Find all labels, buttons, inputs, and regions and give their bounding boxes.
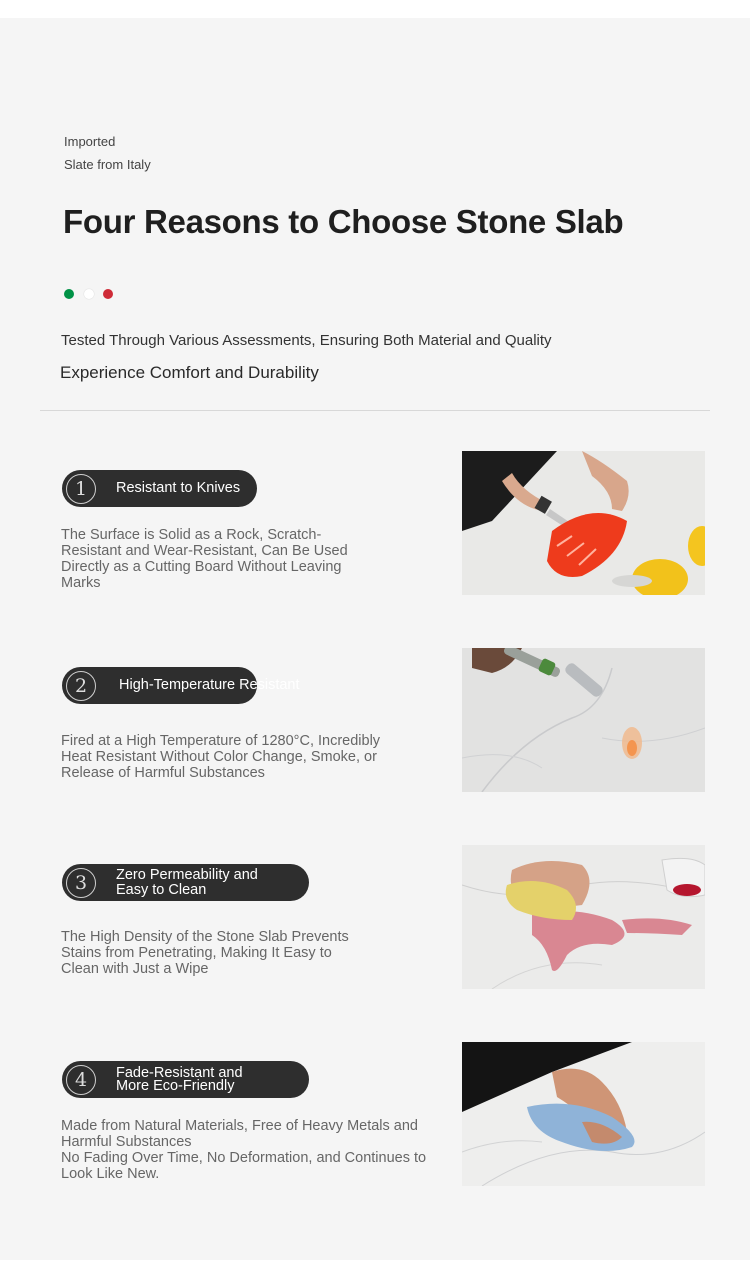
reason-description-4-line-1: Made from Natural Materials, Free of Heavy Metals and Harmful Substances — [61, 1118, 418, 1150]
subheading: Experience Comfort and Durability — [60, 363, 319, 382]
eyebrow-origin: Slate from Italy — [64, 157, 151, 172]
tagline: Tested Through Various Assessments, Ensuring Both Material and Quality — [61, 332, 552, 349]
flag-dot-white — [84, 289, 94, 299]
number-circle-4: 4 — [66, 1065, 96, 1095]
reason-description-4 — [61, 1118, 441, 1182]
reason-description-4-line-2: No Fading Over Time, No Deformation, and Continues to Look Like New. — [61, 1150, 427, 1182]
reason-title-2: High-Temperature Resistant — [119, 677, 300, 693]
reason-title-4: Fade-Resistant and More Eco-Friendly — [116, 1064, 243, 1094]
number-circle-2: 2 — [66, 671, 96, 701]
reason-badge-3 — [62, 864, 309, 901]
reason-badge-2 — [62, 667, 300, 704]
photo-blowtorch-flame — [462, 648, 705, 792]
number-circle-3: 3 — [66, 868, 96, 898]
photo-wiping-wine-spill — [462, 845, 705, 989]
number-circle-1: 1 — [66, 474, 96, 504]
flag-dot-green — [64, 289, 74, 299]
photo-knife-cutting-pepper — [462, 451, 705, 595]
reason-badge-1 — [62, 470, 257, 507]
reason-description-3: The High Density of the Stone Slab Prevents Stains from Penetrating, Making It Easy to Clean with Just a Wipe — [61, 929, 349, 977]
page-title: Four Reasons to Choose Stone Slab — [63, 203, 624, 240]
divider — [40, 410, 710, 411]
reason-badge-4 — [62, 1061, 309, 1098]
flag-dot-red — [103, 289, 113, 299]
photo-cloth-wiping-surface — [462, 1042, 705, 1186]
reason-description-2: Fired at a High Temperature of 1280°C, Incredibly Heat Resistant Without Color Change, Smoke, or Release of Harmful Substances — [61, 733, 381, 781]
reason-title-1: Resistant to Knives — [116, 480, 241, 496]
reason-title-3: Zero Permeability and Easy to Clean — [116, 866, 258, 898]
reason-description-1: The Surface is Solid as a Rock, Scratch-Resistant and Wear-Resistant, Can Be Used Directly as a Cutting Board Without Leaving Marks — [61, 527, 348, 591]
eyebrow-imported: Imported — [64, 134, 116, 149]
